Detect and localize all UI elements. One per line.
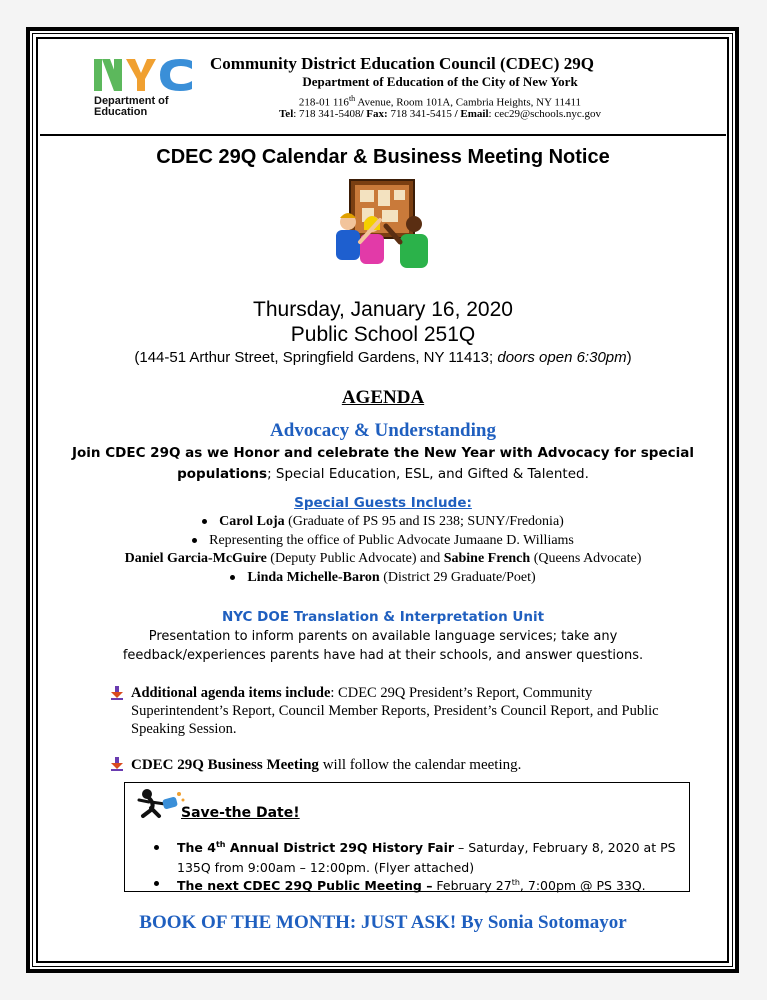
additional-agenda-items: Additional agenda items include: CDEC 29Q President’s Report, Community Superintendent’s Report, Council Member Reports, President’s Council Report, and Public Speaking Session.: [131, 685, 659, 737]
meeting-venue: Public School 251Q: [290, 323, 476, 346]
translation-unit-description: Presentation to inform parents on available language services; take any feedback/experiences parents have had at their schools, and answer questions.: [122, 629, 644, 663]
translation-unit-heading: NYC DOE Translation & Interpretation Unit: [221, 609, 545, 625]
bullet-dot: [154, 881, 159, 886]
agenda-theme: Advocacy & Understanding: [270, 420, 496, 441]
header-divider: [40, 134, 726, 136]
logo-tagline: [94, 96, 169, 118]
logo-tagline-line2: Education: [94, 106, 148, 118]
business-meeting-note: CDEC 29Q Business Meeting will follow the calendar meeting.: [131, 757, 522, 773]
bulletin-board-people-illustration: [328, 178, 440, 278]
agenda-heading: AGENDA: [341, 387, 425, 408]
council-contact: Tel: 718 341-5408/ Fax: 718 341-5415 / Email: cec29@schools.nyc.gov: [278, 108, 601, 120]
meeting-date: Thursday, January 16, 2020: [253, 298, 513, 321]
bullet-dot: [154, 845, 159, 850]
department-name: Department of Education of the City of New York: [302, 74, 578, 89]
book-of-the-month: BOOK OF THE MONTH: JUST ASK! By Sonia Sotomayor: [139, 912, 627, 933]
logo-tagline-line1: Department of: [94, 95, 169, 107]
venue-address: (144-51 Arthur Street, Springfield Gardens, NY 11413; doors open 6:30pm): [134, 349, 632, 366]
history-fair-item: The 4th Annual District 29Q History Fair – Saturday, February 8, 2020 at PS 135Q from 9:00am – 12:00pm. (Flyer attached): [177, 840, 676, 876]
arrow-bullet-icon: [110, 686, 124, 700]
special-guests-heading: Special Guests Include:: [294, 495, 472, 511]
guest-public-advocate-office: Representing the office of Public Advocate Jumaane D. Williams: [40, 532, 726, 550]
save-the-date-heading: Save-the Date!: [181, 805, 300, 821]
guest-linda-michelle-baron: Linda Michelle-Baron (District 29 Graduate/Poet): [40, 569, 726, 587]
council-name: Community District Education Council (CDEC) 29Q: [210, 54, 594, 73]
next-public-meeting-item: The next CDEC 29Q Public Meeting – February 27th, 7:00pm @ PS 33Q.: [177, 878, 646, 894]
council-address: 218-01 116th Avenue, Room 101A, Cambria Heights, NY 11411: [298, 94, 582, 109]
notice-title: CDEC 29Q Calendar & Business Meeting Notice: [156, 146, 610, 168]
agenda-intro: Join CDEC 29Q as we Honor and celebrate the New Year with Advocacy for special populations; Special Education, ESL, and Gifted & Talented.: [72, 445, 694, 482]
guest-carol-loja: Carol Loja (Graduate of PS 95 and IS 238; SUNY/Fredonia): [40, 513, 726, 531]
guest-deputy-advocates: Daniel Garcia-McGuire (Deputy Public Advocate) and Sabine French (Queens Advocate): [124, 551, 642, 566]
arrow-bullet-icon: [110, 757, 124, 771]
